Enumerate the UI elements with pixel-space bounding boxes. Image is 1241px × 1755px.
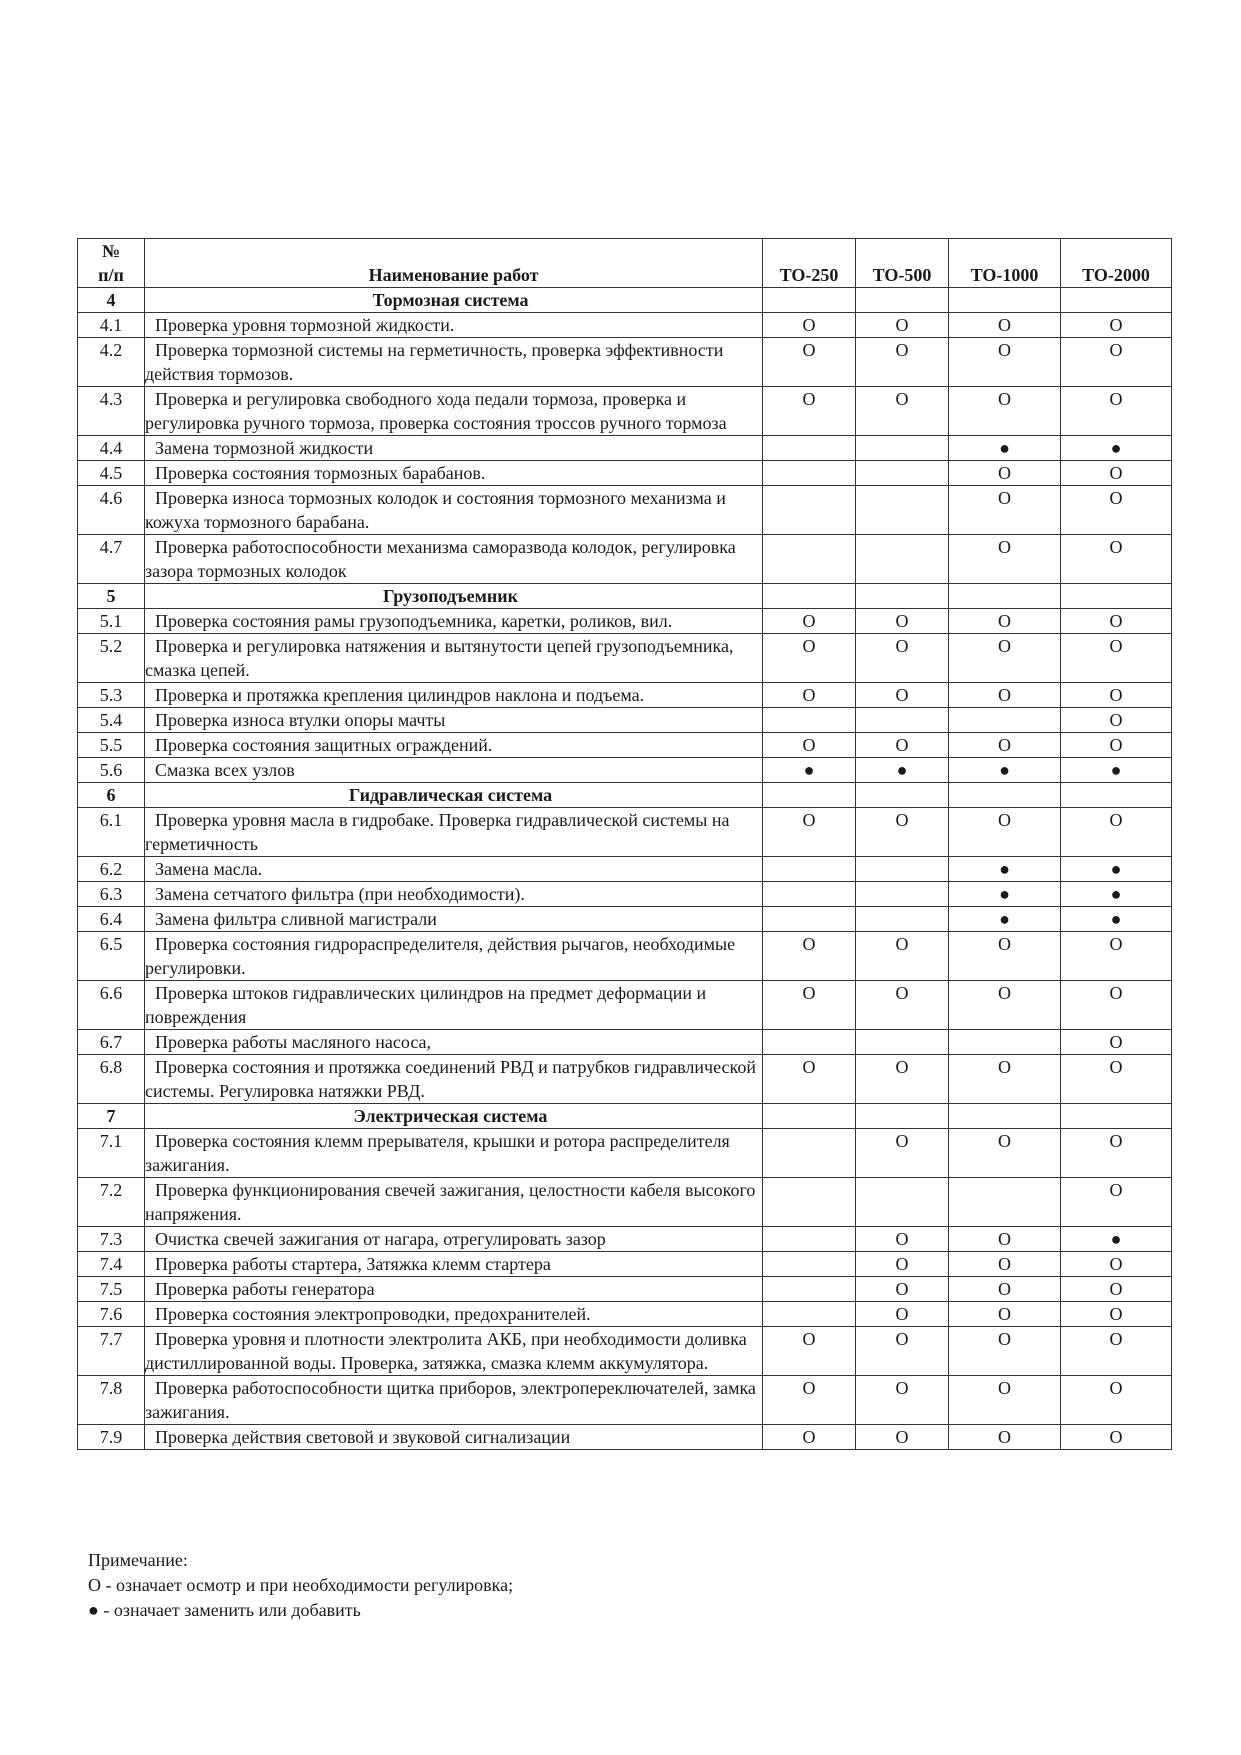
- table-row: [78, 1129, 1172, 1178]
- section-title-text: Тормозная система: [372, 290, 529, 310]
- row-number: 4.3: [78, 387, 145, 436]
- mark-to-500: О: [856, 1327, 949, 1376]
- work-name: Проверка состояния электропроводки, предохранителей.: [155, 1304, 591, 1324]
- work-name: Проверка штоков гидравлических цилиндров на предмет деформации и повреждения: [145, 983, 707, 1027]
- mark-to-250: [763, 584, 856, 609]
- mark-to-500: О: [856, 338, 949, 387]
- table-row: [78, 486, 1172, 535]
- work-name-cell: [145, 733, 763, 758]
- work-name: Проверка тормозной системы на герметичность, проверка эффективности действия тормозов.: [145, 340, 724, 384]
- work-name: Замена фильтра сливной магистрали: [155, 909, 437, 929]
- mark-to-2000: [1061, 1104, 1172, 1129]
- mark-to-1000: [949, 288, 1061, 313]
- row-number: 7: [78, 1104, 145, 1129]
- mark-to-1000: О: [949, 535, 1061, 584]
- mark-to-1000: ●: [949, 907, 1061, 932]
- mark-to-250: О: [763, 1055, 856, 1104]
- table-row: [78, 609, 1172, 634]
- mark-to-1000: О: [949, 808, 1061, 857]
- table-row: [78, 1376, 1172, 1425]
- mark-to-1000: О: [949, 1327, 1061, 1376]
- row-number: 7.8: [78, 1376, 145, 1425]
- work-name: Проверка износа втулки опоры мачты: [155, 710, 446, 730]
- work-name: Смазка всех узлов: [155, 760, 295, 780]
- table-row: [78, 1425, 1172, 1450]
- table-row: [78, 461, 1172, 486]
- mark-to-1000: О: [949, 1252, 1061, 1277]
- work-name-cell: [145, 338, 763, 387]
- mark-to-2000: ●: [1061, 436, 1172, 461]
- mark-to-500: [856, 461, 949, 486]
- mark-to-2000: О: [1061, 1252, 1172, 1277]
- mark-to-250: [763, 1129, 856, 1178]
- mark-to-250: [763, 708, 856, 733]
- section-title: [145, 288, 763, 313]
- mark-to-1000: ●: [949, 758, 1061, 783]
- mark-to-500: О: [856, 1302, 949, 1327]
- mark-to-2000: О: [1061, 609, 1172, 634]
- mark-to-250: О: [763, 634, 856, 683]
- mark-to-1000: О: [949, 1129, 1061, 1178]
- work-name-cell: [145, 882, 763, 907]
- mark-to-250: О: [763, 1376, 856, 1425]
- mark-to-500: О: [856, 932, 949, 981]
- mark-to-1000: ●: [949, 882, 1061, 907]
- row-number: 6.3: [78, 882, 145, 907]
- mark-to-2000: ●: [1061, 882, 1172, 907]
- work-name-cell: [145, 609, 763, 634]
- mark-to-250: О: [763, 387, 856, 436]
- mark-to-250: [763, 882, 856, 907]
- mark-to-250: [763, 288, 856, 313]
- mark-to-250: [763, 1277, 856, 1302]
- work-name: Проверка и регулировка свободного хода педали тормоза, проверка и регулировка ручного тормоза, проверка состояния троссов ручного тормоза: [145, 389, 727, 433]
- mark-to-1000: ●: [949, 436, 1061, 461]
- row-number: 5: [78, 584, 145, 609]
- work-name: Замена тормозной жидкости: [155, 438, 374, 458]
- row-number: 6.1: [78, 808, 145, 857]
- mark-to-1000: О: [949, 932, 1061, 981]
- notes-legend-circle: О - означает осмотр и при необходимости регулировка;: [88, 1575, 514, 1595]
- row-number: 6.4: [78, 907, 145, 932]
- row-number: 4.1: [78, 313, 145, 338]
- work-name-cell: [145, 1376, 763, 1425]
- mark-to-250: [763, 1252, 856, 1277]
- mark-to-500: О: [856, 634, 949, 683]
- section-row: [78, 288, 1172, 313]
- mark-to-250: [763, 857, 856, 882]
- mark-to-1000: О: [949, 981, 1061, 1030]
- mark-to-2000: [1061, 288, 1172, 313]
- mark-to-500: [856, 1030, 949, 1055]
- work-name-cell: [145, 634, 763, 683]
- notes-block: [88, 1548, 513, 1623]
- section-title-text: Гидравлическая система: [348, 785, 553, 805]
- mark-to-500: [856, 783, 949, 808]
- table-row: [78, 1178, 1172, 1227]
- mark-to-500: [856, 535, 949, 584]
- mark-to-2000: [1061, 783, 1172, 808]
- work-name-cell: [145, 461, 763, 486]
- mark-to-500: О: [856, 1425, 949, 1450]
- mark-to-2000: О: [1061, 1425, 1172, 1450]
- mark-to-1000: О: [949, 1055, 1061, 1104]
- mark-to-500: ●: [856, 758, 949, 783]
- section-row: [78, 584, 1172, 609]
- mark-to-2000: О: [1061, 387, 1172, 436]
- row-number: 7.2: [78, 1178, 145, 1227]
- mark-to-500: О: [856, 981, 949, 1030]
- mark-to-500: [856, 584, 949, 609]
- mark-to-2000: О: [1061, 1055, 1172, 1104]
- table-row: [78, 436, 1172, 461]
- row-number: 4: [78, 288, 145, 313]
- work-name-cell: [145, 907, 763, 932]
- header-work-name: Наименование работ: [145, 239, 763, 288]
- row-number: 7.1: [78, 1129, 145, 1178]
- table-header-row: [78, 239, 1172, 288]
- table-row: [78, 313, 1172, 338]
- work-name-cell: [145, 857, 763, 882]
- table-row: [78, 1055, 1172, 1104]
- mark-to-500: [856, 436, 949, 461]
- row-number: 6.6: [78, 981, 145, 1030]
- row-number: 7.9: [78, 1425, 145, 1450]
- table-row: [78, 907, 1172, 932]
- mark-to-1000: О: [949, 683, 1061, 708]
- mark-to-500: [856, 708, 949, 733]
- table-row: [78, 683, 1172, 708]
- work-name-cell: [145, 1178, 763, 1227]
- section-title: [145, 584, 763, 609]
- row-number: 6: [78, 783, 145, 808]
- mark-to-1000: О: [949, 1425, 1061, 1450]
- work-name-cell: [145, 436, 763, 461]
- row-number: 5.3: [78, 683, 145, 708]
- mark-to-250: ●: [763, 758, 856, 783]
- table-row: [78, 882, 1172, 907]
- mark-to-1000: О: [949, 313, 1061, 338]
- mark-to-2000: ●: [1061, 1227, 1172, 1252]
- row-number: 4.6: [78, 486, 145, 535]
- work-name: Проверка состояния защитных ограждений.: [155, 735, 493, 755]
- mark-to-500: [856, 882, 949, 907]
- mark-to-2000: О: [1061, 1178, 1172, 1227]
- mark-to-2000: О: [1061, 634, 1172, 683]
- work-name: Проверка работы генератора: [155, 1279, 375, 1299]
- mark-to-250: [763, 1178, 856, 1227]
- table-row: [78, 535, 1172, 584]
- mark-to-1000: [949, 708, 1061, 733]
- row-number: 5.5: [78, 733, 145, 758]
- table-row: [78, 387, 1172, 436]
- table-row: [78, 1227, 1172, 1252]
- work-name: Проверка состояния гидрораспределителя, действия рычагов, необходимые регулировки.: [145, 934, 736, 978]
- mark-to-2000: О: [1061, 1302, 1172, 1327]
- work-name: Проверка уровня масла в гидробаке. Проверка гидравлической системы на герметичность: [145, 810, 730, 854]
- work-name: Проверка и регулировка натяжения и вытянутости цепей грузоподъемника, смазка цепей.: [145, 636, 734, 680]
- mark-to-1000: О: [949, 387, 1061, 436]
- mark-to-500: О: [856, 1277, 949, 1302]
- table-row: [78, 1302, 1172, 1327]
- mark-to-500: [856, 1104, 949, 1129]
- mark-to-2000: ●: [1061, 907, 1172, 932]
- work-name-cell: [145, 1425, 763, 1450]
- work-name-cell: [145, 932, 763, 981]
- work-name-cell: [145, 1302, 763, 1327]
- mark-to-2000: О: [1061, 461, 1172, 486]
- mark-to-250: [763, 461, 856, 486]
- mark-to-2000: О: [1061, 733, 1172, 758]
- mark-to-2000: О: [1061, 338, 1172, 387]
- work-name-cell: [145, 1030, 763, 1055]
- table-row: [78, 634, 1172, 683]
- mark-to-1000: [949, 584, 1061, 609]
- mark-to-1000: О: [949, 634, 1061, 683]
- header-to-1000: ТО-1000: [949, 239, 1061, 288]
- work-name: Проверка работоспособности щитка приборов, электропереключателей, замка зажигания.: [145, 1378, 756, 1422]
- mark-to-250: [763, 1030, 856, 1055]
- mark-to-500: О: [856, 1129, 949, 1178]
- table-row: [78, 1030, 1172, 1055]
- work-name: Проверка состояния рамы грузоподъемника, каретки, роликов, вил.: [155, 611, 673, 631]
- work-name-cell: [145, 535, 763, 584]
- mark-to-250: О: [763, 609, 856, 634]
- mark-to-500: О: [856, 609, 949, 634]
- notes-legend-dot: ● - означает заменить или добавить: [88, 1600, 361, 1620]
- mark-to-500: [856, 288, 949, 313]
- table-row: [78, 1252, 1172, 1277]
- mark-to-250: О: [763, 808, 856, 857]
- work-name-cell: [145, 1327, 763, 1376]
- row-number: 5.2: [78, 634, 145, 683]
- mark-to-500: О: [856, 1252, 949, 1277]
- section-row: [78, 783, 1172, 808]
- mark-to-2000: О: [1061, 683, 1172, 708]
- mark-to-250: [763, 486, 856, 535]
- mark-to-2000: О: [1061, 313, 1172, 338]
- header-number: № п/п: [78, 239, 145, 288]
- mark-to-2000: О: [1061, 1376, 1172, 1425]
- work-name-cell: [145, 486, 763, 535]
- mark-to-250: [763, 535, 856, 584]
- mark-to-500: О: [856, 1055, 949, 1104]
- row-number: 7.6: [78, 1302, 145, 1327]
- mark-to-500: О: [856, 1227, 949, 1252]
- table-body: [78, 288, 1172, 1450]
- mark-to-2000: О: [1061, 1030, 1172, 1055]
- work-name: Проверка износа тормозных колодок и состояния тормозного механизма и кожуха тормозного барабана.: [145, 488, 726, 532]
- mark-to-1000: [949, 783, 1061, 808]
- mark-to-2000: О: [1061, 1327, 1172, 1376]
- work-name: Проверка и протяжка крепления цилиндров наклона и подъема.: [155, 685, 645, 705]
- mark-to-500: О: [856, 683, 949, 708]
- row-number: 6.5: [78, 932, 145, 981]
- row-number: 7.3: [78, 1227, 145, 1252]
- maintenance-sheet: [77, 238, 1171, 1450]
- row-number: 6.8: [78, 1055, 145, 1104]
- mark-to-250: О: [763, 932, 856, 981]
- work-name: Проверка работы стартера, Затяжка клемм стартера: [155, 1254, 551, 1274]
- work-name: Проверка уровня и плотности электролита АКБ, при необходимости доливка дистиллированной воды. Проверка, затяжка, смазка клемм аккумулятора.: [145, 1329, 747, 1373]
- mark-to-2000: О: [1061, 535, 1172, 584]
- row-number: 7.5: [78, 1277, 145, 1302]
- mark-to-2000: О: [1061, 981, 1172, 1030]
- mark-to-1000: О: [949, 1277, 1061, 1302]
- maintenance-table: [77, 238, 1172, 1450]
- work-name-cell: [145, 683, 763, 708]
- mark-to-500: [856, 907, 949, 932]
- mark-to-1000: [949, 1104, 1061, 1129]
- mark-to-500: О: [856, 733, 949, 758]
- mark-to-250: О: [763, 683, 856, 708]
- work-name-cell: [145, 708, 763, 733]
- row-number: 5.4: [78, 708, 145, 733]
- header-to-500: ТО-500: [856, 239, 949, 288]
- mark-to-500: О: [856, 387, 949, 436]
- mark-to-250: [763, 1104, 856, 1129]
- mark-to-250: О: [763, 1327, 856, 1376]
- work-name: Проверка работы масляного насоса,: [155, 1032, 432, 1052]
- work-name: Проверка действия световой и звуковой сигнализации: [155, 1427, 571, 1447]
- work-name: Проверка состояния тормозных барабанов.: [155, 463, 486, 483]
- table-row: [78, 708, 1172, 733]
- work-name-cell: [145, 313, 763, 338]
- mark-to-1000: О: [949, 609, 1061, 634]
- work-name: Проверка состояния и протяжка соединений РВД и патрубков гидравлической системы. Регулировка натяжки РВД.: [145, 1057, 756, 1101]
- row-number: 6.2: [78, 857, 145, 882]
- work-name-cell: [145, 387, 763, 436]
- mark-to-500: О: [856, 1376, 949, 1425]
- section-row: [78, 1104, 1172, 1129]
- row-number: 7.7: [78, 1327, 145, 1376]
- mark-to-2000: О: [1061, 808, 1172, 857]
- work-name: Проверка работоспособности механизма саморазвода колодок, регулировка зазора тормозных колодок: [145, 537, 736, 581]
- mark-to-500: [856, 486, 949, 535]
- row-number: 5.6: [78, 758, 145, 783]
- table-row: [78, 338, 1172, 387]
- work-name-cell: [145, 758, 763, 783]
- mark-to-250: [763, 1302, 856, 1327]
- mark-to-250: О: [763, 1425, 856, 1450]
- mark-to-1000: [949, 1178, 1061, 1227]
- work-name: Очистка свечей зажигания от нагара, отрегулировать зазор: [155, 1229, 606, 1249]
- work-name-cell: [145, 1277, 763, 1302]
- row-number: 4.2: [78, 338, 145, 387]
- header-to-250: ТО-250: [763, 239, 856, 288]
- mark-to-1000: О: [949, 461, 1061, 486]
- work-name: Проверка функционирования свечей зажигания, целостности кабеля высокого напряжения.: [145, 1180, 756, 1224]
- row-number: 4.4: [78, 436, 145, 461]
- mark-to-2000: ●: [1061, 758, 1172, 783]
- mark-to-500: [856, 857, 949, 882]
- notes-title: Примечание:: [88, 1550, 188, 1570]
- mark-to-2000: О: [1061, 932, 1172, 981]
- table-row: [78, 733, 1172, 758]
- mark-to-250: О: [763, 338, 856, 387]
- mark-to-1000: ●: [949, 857, 1061, 882]
- work-name-cell: [145, 1055, 763, 1104]
- mark-to-2000: О: [1061, 708, 1172, 733]
- mark-to-250: О: [763, 981, 856, 1030]
- work-name-cell: [145, 1252, 763, 1277]
- mark-to-1000: О: [949, 1302, 1061, 1327]
- table-row: [78, 981, 1172, 1030]
- work-name: Замена сетчатого фильтра (при необходимости).: [155, 884, 525, 904]
- mark-to-500: О: [856, 808, 949, 857]
- work-name: Проверка состояния клемм прерывателя, крышки и ротора распределителя зажигания.: [145, 1131, 730, 1175]
- work-name-cell: [145, 1129, 763, 1178]
- table-row: [78, 857, 1172, 882]
- work-name-cell: [145, 981, 763, 1030]
- table-row: [78, 758, 1172, 783]
- mark-to-250: [763, 436, 856, 461]
- work-name: Замена масла.: [155, 859, 263, 879]
- section-title-text: Грузоподъемник: [382, 586, 519, 606]
- mark-to-1000: О: [949, 733, 1061, 758]
- mark-to-1000: О: [949, 486, 1061, 535]
- mark-to-1000: О: [949, 1227, 1061, 1252]
- table-row: [78, 1327, 1172, 1376]
- row-number: 5.1: [78, 609, 145, 634]
- header-to-2000: ТО-2000: [1061, 239, 1172, 288]
- section-title: [145, 1104, 763, 1129]
- table-row: [78, 1277, 1172, 1302]
- mark-to-250: [763, 783, 856, 808]
- mark-to-2000: О: [1061, 1129, 1172, 1178]
- table-row: [78, 808, 1172, 857]
- mark-to-500: [856, 1178, 949, 1227]
- section-title: [145, 783, 763, 808]
- row-number: 7.4: [78, 1252, 145, 1277]
- work-name: Проверка уровня тормозной жидкости.: [155, 315, 455, 335]
- work-name-cell: [145, 1227, 763, 1252]
- row-number: 4.5: [78, 461, 145, 486]
- mark-to-250: О: [763, 313, 856, 338]
- section-title-text: Электрическая система: [353, 1106, 548, 1126]
- work-name-cell: [145, 808, 763, 857]
- mark-to-1000: О: [949, 1376, 1061, 1425]
- mark-to-2000: О: [1061, 486, 1172, 535]
- mark-to-2000: О: [1061, 1277, 1172, 1302]
- mark-to-1000: [949, 1030, 1061, 1055]
- mark-to-250: [763, 1227, 856, 1252]
- mark-to-250: [763, 907, 856, 932]
- table-row: [78, 932, 1172, 981]
- mark-to-250: О: [763, 733, 856, 758]
- mark-to-1000: О: [949, 338, 1061, 387]
- row-number: 6.7: [78, 1030, 145, 1055]
- mark-to-2000: ●: [1061, 857, 1172, 882]
- mark-to-500: О: [856, 313, 949, 338]
- mark-to-2000: [1061, 584, 1172, 609]
- row-number: 4.7: [78, 535, 145, 584]
